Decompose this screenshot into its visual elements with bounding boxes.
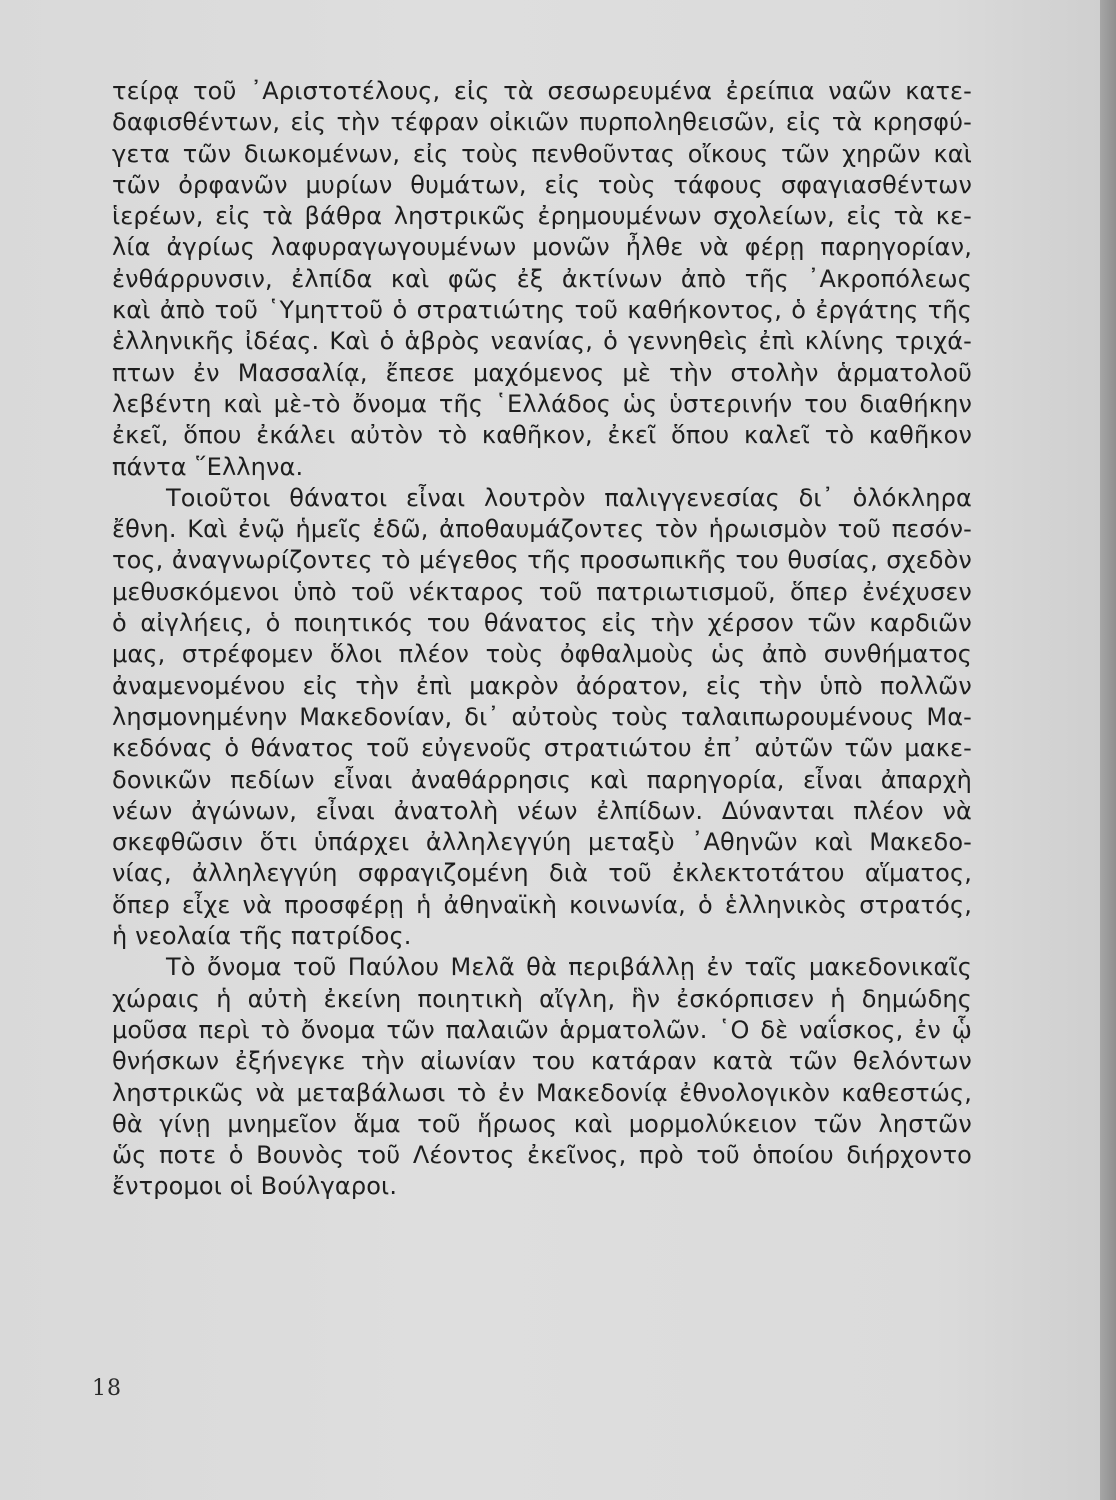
text-line: σκεφθῶσιν ὅτι ὑπάρχει ἀλληλεγγύη μεταξὺ ᾿Αθηνῶν καὶ Μακεδο- [112, 828, 972, 857]
text-line: νίας, ἀλληλεγγύη σφραγιζομένη διὰ τοῦ ἐκλεκτοτάτου αἵματος, [112, 859, 972, 888]
text-line: ὁ αἰγλήεις, ὁ ποιητικός του θάνατος εἰς τὴν χέρσον τῶν καρδιῶν [112, 609, 972, 638]
text-line: γετα τῶν διωκομένων, εἰς τοὺς πενθοῦντας οἴκους τῶν χηρῶν καὶ [112, 139, 972, 168]
paragraph-start-line: Τοιοῦτοι θάνατοι εἶναι λουτρὸν παλιγγενεσίας δι᾿ ὁλόκληρα [166, 483, 972, 512]
text-line: ἑλληνικῆς ἰδέας. Καὶ ὁ ἁβρὸς νεανίας, ὁ γεννηθεὶς ἐπὶ κλίνης τριχά- [112, 327, 972, 356]
text-line: ληστρικῶς νὰ μεταβάλωσι τὸ ἐν Μακεδονίᾳ ἐθνολογικὸν καθεστώς, [112, 1078, 972, 1107]
text-line: κεδόνας ὁ θάνατος τοῦ εὐγενοῦς στρατιώτου ἐπ᾿ αὐτῶν τῶν μακε- [112, 734, 972, 763]
text-line: ἔντρομοι οἱ Βούλγαροι. [112, 1172, 398, 1201]
paragraph-start-line: Τὸ ὄνομα τοῦ Παύλου Μελᾶ θὰ περιβάλλῃ ἐν ταῖς μακεδονικαῖς [166, 953, 972, 982]
text-line: λία ἀγρίως λαφυραγωγουμένων μονῶν ἦλθε νὰ φέρῃ παρηγορίαν, [112, 233, 972, 262]
text-line: τῶν ὀρφανῶν μυρίων θυμάτων, εἰς τοὺς τάφους σφαγιασθέντων [112, 170, 972, 199]
text-line: μοῦσα περὶ τὸ ὄνομα τῶν παλαιῶν ἁρματολῶν. ῾Ο δὲ ναΐσκος, ἐν ᾧ [112, 1015, 972, 1044]
text-line: χώραις ἡ αὐτὴ ἐκείνη ποιητικὴ αἴγλη, ἣν ἐσκόρπισεν ἡ δημώδης [112, 984, 972, 1013]
text-line: πάντα ῞Ελληνα. [112, 452, 304, 481]
text-line: ἔθνη. Καὶ ἐνῷ ἡμεῖς ἐδῶ, ἀποθαυμάζοντες τὸν ἡρωισμὸν τοῦ πεσόν- [112, 515, 972, 544]
page-number: 18 [92, 1376, 122, 1401]
text-line: μας, στρέφομεν ὅλοι πλέον τοὺς ὀφθαλμοὺς ὡς ἀπὸ συνθήματος [112, 640, 972, 669]
text-line: λεβέντη καὶ μὲ-τὸ ὄνομα τῆς ῾Ελλάδος ὡς ὑστερινήν του διαθήκην [112, 389, 972, 418]
text-line: ὅπερ εἶχε νὰ προσφέρῃ ἡ ἀθηναϊκὴ κοινωνία, ὁ ἑλληνικὸς στρατός, [112, 890, 972, 919]
text-line: ἐνθάρρυνσιν, ἐλπίδα καὶ φῶς ἐξ ἀκτίνων ἀπὸ τῆς ᾿Ακροπόλεως [112, 264, 972, 293]
text-line: νέων ἀγώνων, εἶναι ἀνατολὴ νέων ἐλπίδων. Δύνανται πλέον νὰ [112, 796, 972, 825]
text-line: θνήσκων ἐξήνεγκε τὴν αἰωνίαν του κατάραν κατὰ τῶν θελόντων [112, 1047, 972, 1076]
text-line: πτων ἐν Μασσαλίᾳ, ἔπεσε μαχόμενος μὲ τὴν στολὴν ἁρματολοῦ [112, 358, 972, 387]
page-edge [1100, 0, 1116, 1500]
text-line: καὶ ἀπὸ τοῦ ῾Υμηττοῦ ὁ στρατιώτης τοῦ καθήκοντος, ὁ ἐργάτης τῆς [112, 296, 972, 325]
text-line: δονικῶν πεδίων εἶναι ἀναθάρρησις καὶ παρηγορία, εἶναι ἀπαρχὴ [112, 765, 972, 794]
text-line: τος, ἀναγνωρίζοντες τὸ μέγεθος τῆς προσωπικῆς του θυσίας, σχεδὸν [112, 546, 972, 575]
text-line: δαφισθέντων, εἰς τὴν τέφραν οἰκιῶν πυρποληθεισῶν, εἰς τὰ κρησφύ- [112, 108, 972, 137]
text-line: ἐκεῖ, ὅπου ἐκάλει αὐτὸν τὸ καθῆκον, ἐκεῖ ὅπου καλεῖ τὸ καθῆκον [112, 421, 972, 450]
text-line: ἱερέων, εἰς τὰ βάθρα ληστρικῶς ἐρημουμένων σχολείων, εἰς τὰ κε- [112, 202, 972, 231]
text-line: λησμονημένην Μακεδονίαν, δι᾿ αὐτοὺς τοὺς ταλαιπωρουμένους Μα- [112, 702, 972, 731]
body-text [112, 76, 972, 1203]
text-line: θὰ γίνῃ μνημεῖον ἅμα τοῦ ἥρωος καὶ μορμολύκειον τῶν ληστῶν [112, 1109, 972, 1138]
text-line: ἡ νεολαία τῆς πατρίδος. [112, 922, 412, 951]
text-line: ὥς ποτε ὁ Βουνὸς τοῦ Λέοντος ἐκεῖνος, πρὸ τοῦ ὁποίου διήρχοντο [112, 1141, 972, 1170]
text-line: τείρᾳ τοῦ ᾿Αριστοτέλους, εἰς τὰ σεσωρευμένα ἐρείπια ναῶν κατε- [112, 77, 972, 105]
text-line: μεθυσκόμενοι ὑπὸ τοῦ νέκταρος τοῦ πατριωτισμοῦ, ὅπερ ἐνέχυσεν [112, 577, 972, 606]
text-line: ἀναμενομένου εἰς τὴν ἐπὶ μακρὸν ἀόρατον, εἰς τὴν ὑπὸ πολλῶν [112, 671, 972, 700]
